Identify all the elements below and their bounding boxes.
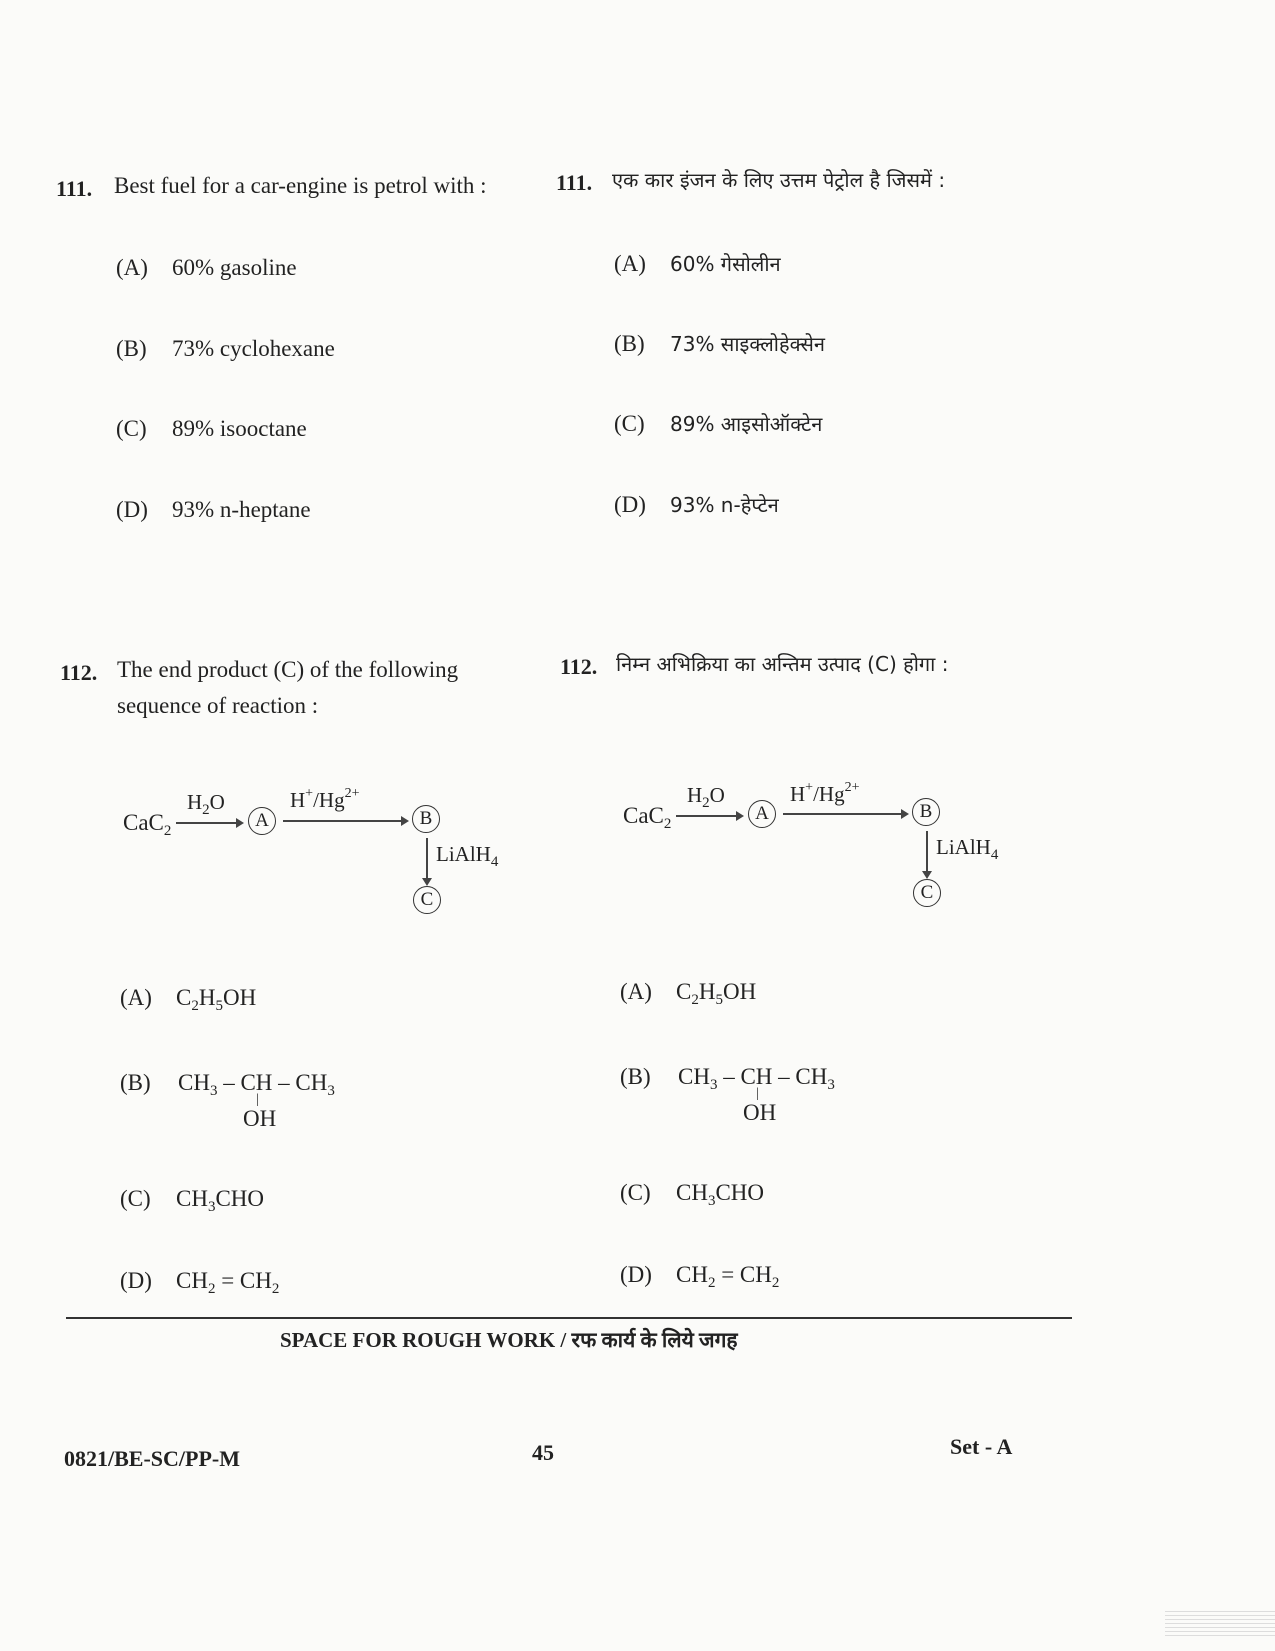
option-text: 89% आइसोऑक्टेन: [670, 412, 823, 436]
reagent-h-hg: $H^+/Hg^{2+}$: [290, 786, 360, 812]
intermediate-b: B: [912, 798, 940, 826]
q111-hi-number: 111.: [556, 170, 593, 195]
option-label: (B): [116, 336, 147, 361]
q112-option-d: [120, 1268, 279, 1298]
option-label: (D): [116, 497, 148, 522]
formula-ethene: $CH_2 = CH_2$: [676, 1262, 780, 1291]
q111-hi-option-a: [614, 250, 781, 277]
formula-isopropanol: $CH_3$ – CH – $CH_3$: [678, 1064, 835, 1093]
formula-ch3cho: $CH_3CHO$: [676, 1180, 765, 1209]
option-text: 60% gasoline: [172, 255, 297, 280]
option-label: (D): [620, 1262, 652, 1287]
q111-number: 111.: [56, 176, 93, 201]
hydroxyl-group: OH: [743, 1100, 777, 1125]
intermediate-a: A: [248, 807, 276, 835]
q112-hi-option-a: [620, 979, 756, 1009]
option-label: (C): [614, 411, 645, 436]
reactant-cac2: CaC$_2$: [123, 810, 172, 839]
q112-option-b: [120, 1070, 335, 1100]
option-text: 89% isooctane: [172, 416, 307, 441]
product-c: C: [913, 879, 941, 907]
formula-ethene: $CH_2 = CH_2$: [176, 1268, 280, 1297]
option-text: 73% साइक्लोहेक्सेन: [670, 332, 825, 356]
paper-code: 0821/BE-SC/PP-M: [64, 1446, 240, 1471]
option-label: (C): [116, 416, 147, 441]
reagent-h-hg: $H^+/Hg^{2+}$: [790, 780, 860, 806]
q112-option-a: [120, 985, 256, 1015]
q111-hi-option-c: [614, 410, 822, 437]
hydroxyl-group: OH: [243, 1106, 277, 1131]
option-label: (D): [614, 492, 646, 517]
q112-option-c: [120, 1186, 264, 1216]
option-label: (A): [116, 255, 148, 280]
option-label: (C): [120, 1186, 151, 1211]
q111-option-c: [116, 416, 307, 442]
option-label: (D): [120, 1268, 152, 1293]
q111-text: Best fuel for a car-engine is petrol with :: [114, 173, 487, 198]
option-text: 60% गेसोलीन: [670, 252, 781, 276]
reagent-water: $H_2O$: [187, 790, 225, 818]
option-label: (A): [620, 979, 652, 1004]
arrow-step2: [783, 813, 907, 815]
scan-edge-lines: [1165, 1611, 1275, 1637]
q112-hi-text: निम्न अभिक्रिया का अन्तिम उत्पाद (C) होगा :: [616, 652, 949, 676]
option-label: (B): [620, 1064, 651, 1089]
q111-option-a: [116, 255, 297, 281]
product-c: C: [413, 886, 441, 914]
q112-hi-option-b: [620, 1064, 835, 1094]
q112-hi-option-c: [620, 1180, 764, 1210]
intermediate-b: B: [412, 805, 440, 833]
formula-isopropanol: $CH_3$ – CH – $CH_3$: [178, 1070, 335, 1099]
arrow-step3: [926, 831, 928, 877]
option-text: 93% n-हेप्टेन: [670, 493, 779, 517]
q111-hi-text: एक कार इंजन के लिए उत्तम पेट्रोल है जिसमें :: [612, 168, 946, 192]
q112-hi-option-d: [620, 1262, 779, 1292]
arrow-step3: [426, 838, 428, 884]
q111-option-b: [116, 336, 335, 362]
q112-number: 112.: [60, 660, 98, 685]
q112-hi-number: 112.: [560, 654, 598, 679]
q112-text-line1: The end product (C) of the following: [117, 657, 459, 682]
arrow-step2: [283, 820, 407, 822]
page-number: 45: [532, 1440, 554, 1465]
reagent-lialh4: LiAlH$_4$: [936, 835, 999, 863]
arrow-step1: [676, 815, 742, 817]
intermediate-a: A: [748, 800, 776, 828]
reagent-lialh4: LiAlH$_4$: [436, 842, 499, 870]
formula-c2h5oh: $C_2H_5OH$: [676, 979, 757, 1008]
reagent-water: $H_2O$: [687, 783, 725, 811]
bond-line: |: [256, 1092, 259, 1107]
bond-line: |: [756, 1086, 759, 1101]
reactant-cac2: CaC$_2$: [623, 803, 672, 832]
q111-hi-option-b: [614, 330, 825, 357]
arrow-step1: [176, 822, 242, 824]
formula-c2h5oh: $C_2H_5OH$: [176, 985, 257, 1014]
option-label: (C): [620, 1180, 651, 1205]
rough-work-divider: [66, 1317, 1072, 1319]
q111-hi-option-d: [614, 491, 779, 518]
set-label: Set - A: [950, 1434, 1013, 1459]
q111-option-d: [116, 497, 311, 523]
option-label: (B): [120, 1070, 151, 1095]
option-label: (B): [614, 331, 645, 356]
option-text: 93% n-heptane: [172, 497, 311, 522]
formula-ch3cho: $CH_3CHO$: [176, 1186, 265, 1215]
option-label: (A): [614, 251, 646, 276]
option-text: 73% cyclohexane: [172, 336, 335, 361]
option-label: (A): [120, 985, 152, 1010]
q112-text-line2: sequence of reaction :: [117, 693, 319, 718]
rough-work-label: SPACE FOR ROUGH WORK / रफ कार्य के लिये जगह: [280, 1328, 738, 1352]
